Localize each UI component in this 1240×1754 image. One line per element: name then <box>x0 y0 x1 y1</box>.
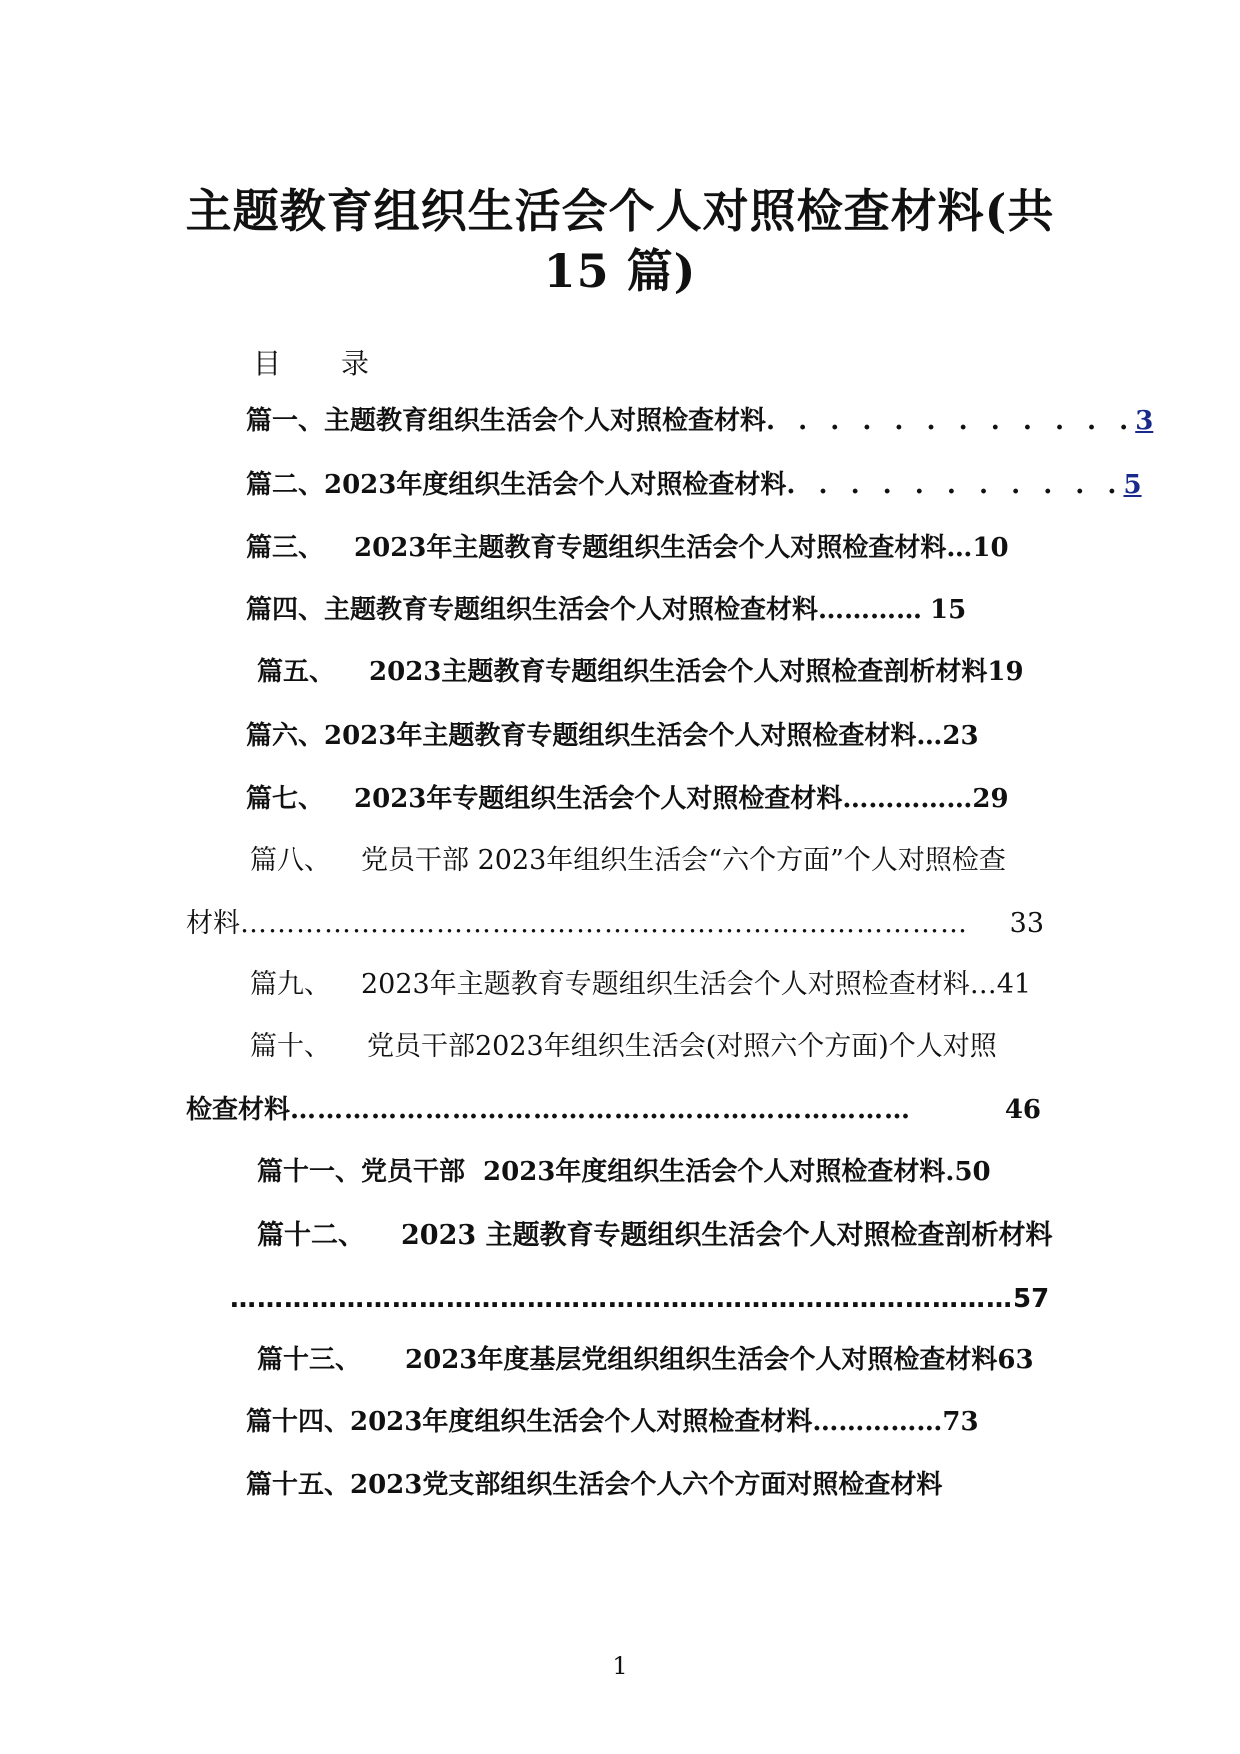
toc-entry-title: 2023年主题教育专题组织生活会个人对照检查材料 <box>354 533 947 563</box>
toc-entry[interactable] <box>246 593 1041 627</box>
toc-entry-title-cont: 检查材料 <box>186 1095 291 1125</box>
toc-entry-title: 2023年专题组织生活会个人对照检查材料 <box>354 784 843 814</box>
toc-entry-title: 党员干部 2023年组织生活会“六个方面”个人对照检查 <box>361 845 1006 876</box>
toc-entry-title: 2023主题教育专题组织生活会个人对照检查剖析材料 <box>369 657 988 687</box>
toc-entry[interactable] <box>257 1219 1057 1253</box>
toc-entry-title: 篇十一、党员干部 <box>257 1157 466 1187</box>
toc-entry-page: 73 <box>942 1407 979 1437</box>
page-number: 1 <box>612 1652 628 1680</box>
toc-entry-number: 篇十二、 <box>257 1220 365 1251</box>
toc-entry-page: 57 <box>1013 1284 1050 1314</box>
toc-entry-continuation[interactable] <box>186 1093 1041 1127</box>
toc-entry-page: 50 <box>954 1157 991 1187</box>
toc-heading-char: 录 <box>341 347 370 380</box>
toc-entry-title: 2023 主题教育专题组织生活会个人对照检查剖析材料 <box>401 1220 1053 1251</box>
toc-entry-title: 篇二、2023年度组织生活会个人对照检查材料 <box>246 470 787 500</box>
toc-entry-title: 篇十四、2023年度组织生活会个人对照检查材料 <box>246 1407 813 1437</box>
toc-entry-page: 29 <box>972 784 1009 814</box>
toc-entry-page: 41 <box>996 969 1032 1000</box>
toc-entry-page: 23 <box>942 721 979 751</box>
document-title-line-1: 主题教育组织生活会个人对照检查材料(共 <box>185 184 1055 238</box>
toc-entry[interactable] <box>246 404 1154 438</box>
toc-entry-leader: … <box>969 969 997 1000</box>
toc-entry-continuation[interactable] <box>186 907 1044 941</box>
toc-entry-page: 33 <box>1009 908 1044 939</box>
toc-entry-title: 2023年度基层党组织组织生活会个人对照检查材料 <box>405 1345 998 1375</box>
toc-entry-leader: . . . . . . . . . . . . <box>766 406 1136 436</box>
toc-entry-number: 篇十三、 <box>257 1345 362 1375</box>
toc-entry-leader: …………… <box>812 1407 943 1437</box>
toc-entry-number: 篇十、 <box>250 1031 331 1062</box>
toc-entry[interactable] <box>257 1343 1057 1377</box>
toc-entry-page: 15 <box>930 595 967 625</box>
toc-entry[interactable] <box>250 844 1050 878</box>
toc-entry-number: 篇九、 <box>250 969 331 1000</box>
toc-entry[interactable] <box>246 468 1142 502</box>
toc-entry[interactable] <box>246 531 1041 565</box>
toc-entry[interactable] <box>246 719 1041 753</box>
toc-entry[interactable] <box>246 1468 1046 1502</box>
toc-entry-leader: …………………………………………………………………………… <box>230 1284 1013 1314</box>
toc-entry-number: 篇五、 <box>257 657 336 687</box>
toc-entry-leader: …………………………………………………………………… <box>240 908 968 939</box>
toc-entry-leader: . . . . . . . . . . . <box>786 470 1124 500</box>
toc-entry[interactable] <box>257 655 1052 689</box>
toc-entry-title: 篇一、主题教育组织生活会个人对照检查材料 <box>246 406 767 436</box>
toc-entry-number: 篇八、 <box>250 845 331 876</box>
toc-entry-page: 46 <box>1004 1095 1041 1125</box>
toc-entry-page-link[interactable]: 3 <box>1135 406 1154 436</box>
toc-entry-number: 篇三、 <box>246 533 325 563</box>
document-title-line-2: 15 篇) <box>543 244 697 298</box>
toc-entry-number: 篇七、 <box>246 784 325 814</box>
toc-entry-title: 2023年主题教育专题组织生活会个人对照检查材料 <box>361 969 970 1000</box>
toc-entry-leader: … <box>916 721 943 751</box>
toc-heading <box>253 342 369 382</box>
toc-entry-leader: …………… <box>842 784 973 814</box>
toc-entry-title: 篇十五、2023党支部组织生活会个人六个方面对照检查材料 <box>246 1470 943 1500</box>
toc-entry[interactable] <box>257 1155 1057 1189</box>
toc-entry-leader: … <box>946 533 973 563</box>
toc-entry-page: 19 <box>987 657 1024 687</box>
toc-entry[interactable] <box>250 968 1050 1002</box>
toc-entry-leader: ………… <box>818 595 923 625</box>
toc-heading-char: 目 <box>253 347 282 380</box>
toc-entry-title-rest: 2023年度组织生活会个人对照检查材料. <box>483 1157 955 1187</box>
toc-entry-title: 篇六、2023年主题教育专题组织生活会个人对照检查材料 <box>246 721 917 751</box>
toc-entry-page-link[interactable]: 5 <box>1123 470 1142 500</box>
toc-entry-leader: …………………………………………………………… <box>290 1095 912 1125</box>
toc-entry-continuation[interactable] <box>230 1282 1050 1316</box>
toc-entry[interactable] <box>250 1030 1050 1064</box>
toc-entry-page: 10 <box>972 533 1009 563</box>
toc-entry[interactable] <box>246 782 1041 816</box>
toc-entry-title-cont: 材料 <box>186 908 240 939</box>
toc-entry-title: 党员干部2023年组织生活会(对照六个方面)个人对照 <box>367 1031 997 1062</box>
toc-entry-title: 篇四、主题教育专题组织生活会个人对照检查材料 <box>246 595 819 625</box>
toc-entry[interactable] <box>246 1405 1046 1439</box>
toc-entry-page: 63 <box>997 1345 1034 1375</box>
